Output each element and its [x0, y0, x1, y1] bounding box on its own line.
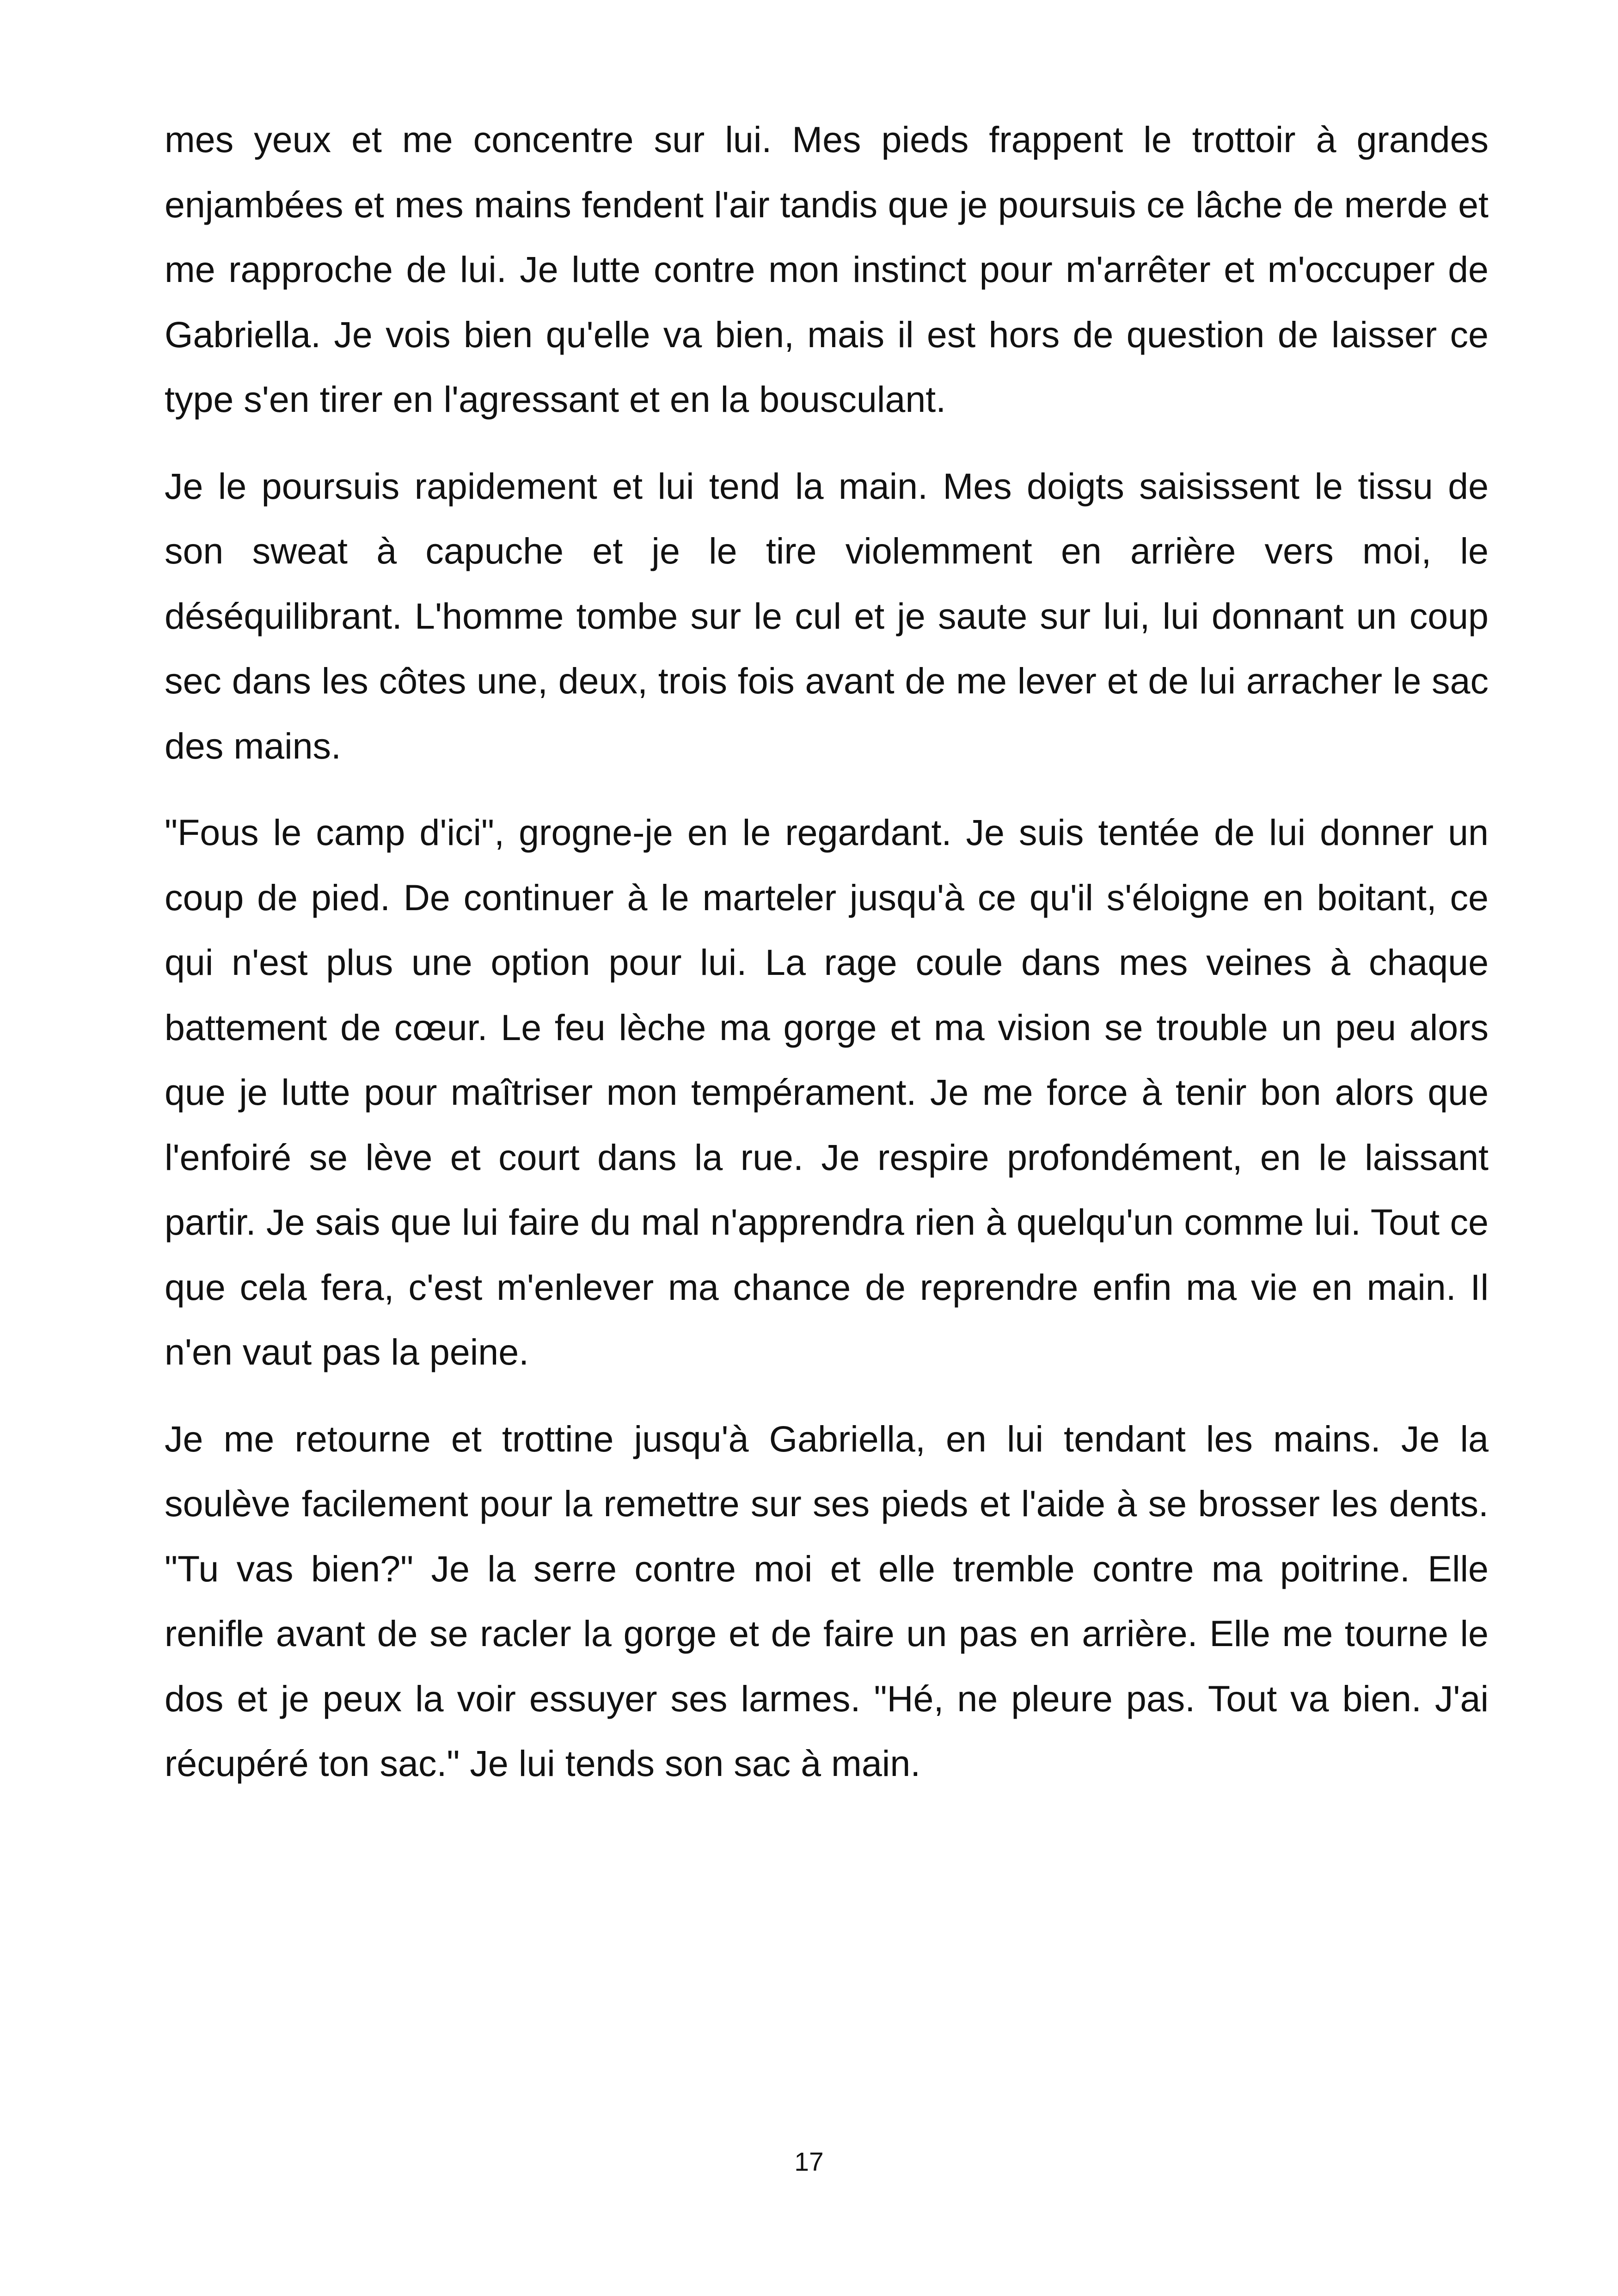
paragraph-4: Je me retourne et trottine jusqu'à Gabriella, en lui tendant les mains. Je la soulève facilement pour la remettre sur ses pieds et l'aide à se brosser les dents. "Tu vas bien?" Je la serre contre moi et elle tremble contre ma poitrine. Elle renifle avant de se racler la gorge et de faire un pas en arrière. Elle me tourne le dos et je peux la voir essuyer ses larmes. "Hé, ne pleure pas. Tout va bien. J'ai récupéré ton sac." Je lui tends son sac à main. — [165, 1418, 1489, 1784]
paragraph-3: "Fous le camp d'ici", grogne-je en le regardant. Je suis tentée de lui donner un coup de pied. De continuer à le marteler jusqu'à ce qu'il s'éloigne en boitant, ce qui n'est plus une option pour lui. La rage coule dans mes veines à chaque battement de cœur. Le feu lèche ma gorge et ma vision se trouble un peu alors que je lutte pour maîtriser mon tempérament. Je me force à tenir bon alors que l'enfoiré se lève et court dans la rue. Je respire profondément, en le laissant partir. Je sais que lui faire du mal n'apprendra rien à quelqu'un comme lui. Tout ce que cela fera, c'est m'enlever ma chance de reprendre enfin ma vie en main. Il n'en vaut pas la peine. — [165, 812, 1489, 1372]
page-number: 17 — [794, 2147, 824, 2177]
paragraph-2: Je le poursuis rapidement et lui tend la main. Mes doigts saisissent le tissu de son sweat à capuche et je le tire violemment en arrière vers moi, le déséquilibrant. L'homme tombe sur le cul et je saute sur lui, lui donnant un coup sec dans les côtes une, deux, trois fois avant de me lever et de lui arracher le sac des mains. — [165, 465, 1489, 766]
body-text — [165, 107, 1489, 1818]
paragraph-1: mes yeux et me concentre sur lui. Mes pieds frappent le trottoir à grandes enjambées et mes mains fendent l'air tandis que je poursuis ce lâche de merde et me rapproche de lui. Je lutte contre mon instinct pour m'arrêter et m'occuper de Gabriella. Je vois bien qu'elle va bien, mais il est hors de question de laisser ce type s'en tirer en l'agressant et en la bousculant. — [165, 119, 1489, 420]
